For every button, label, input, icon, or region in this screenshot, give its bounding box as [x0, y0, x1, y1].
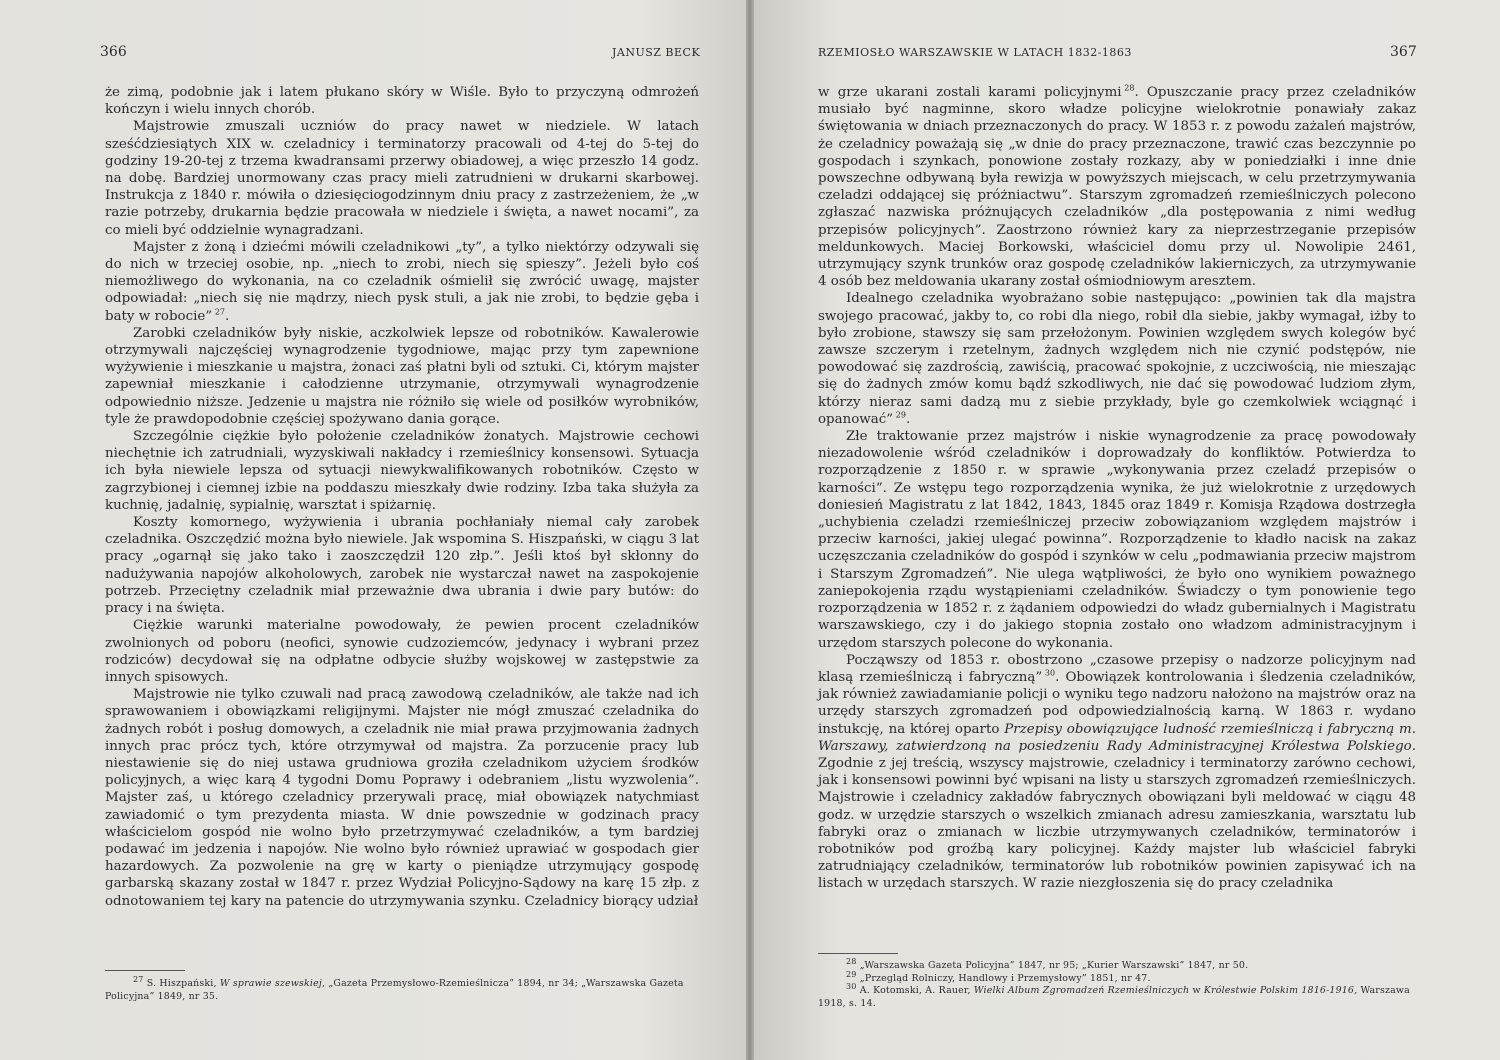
- footnote: [818, 969, 1416, 986]
- footnote-title: Królestwie Polskim 1816-1916,: [1203, 985, 1358, 997]
- paragraph-text: . Zgodnie z jej treścią, wszyscy majstrowie, czeladnicy i terminatorzy zarówno cechowi, jak i konsensowi powinni być wpisani na listy u starszych zgromadzeń rzemieślniczych. Majstrowie i czeladnicy zakładów fabrycznych obowiązani byli meldować w ciągu 48 godz. w urzędzie starszych o wszelkich zmianach adresu zamieszkania, warsztatu lub fabryki oraz o zmianach w liczbie utrzymywanych czeladników, terminatorów i robotników pod groźbą kary policyjnej. Każdy majster lub właściciel fabryki zatrudniający czeladników, terminatorów lub robotników powinien zapisywać ich na listach w urzędach starszych. W razie niezgłoszenia się do pracy czeladnika: [818, 738, 1416, 892]
- book-gutter: [746, 0, 754, 1060]
- footnote-number: 28: [846, 956, 857, 966]
- left-footnotes: [105, 974, 699, 1003]
- left-page-number: 366: [100, 44, 127, 60]
- paragraph-text: Począwszy od 1853 r. obostrzono „czasowe przepisy o nadzorze policyjnym nad klasą rzemieślniczą i fabryczną”: [818, 652, 1416, 685]
- footnote: [818, 982, 1416, 1010]
- right-page-number: 367: [1390, 44, 1417, 60]
- footnote-text: w: [1192, 985, 1201, 997]
- paragraph: Szczególnie ciężkie było położenie czeladników żonatych. Majstrowie cechowi niechętnie ich zatrudniali, wyzyskiwali nakładcy i rzemieślnicy konsensowi. Sytuacja ich była niewiele lepsza od sytuacji niewykwalifikowanych robotników. Często w zagrzybionej i ciemnej izbie na poddaszu mieszkały dwie rodziny. Izba taka służyła za kuchnię, jadalnię, sypialnię, warsztat i spiżarnię.: [105, 429, 699, 513]
- paragraph: Majstrowie nie tylko czuwali nad pracą zawodową czeladników, ale także nad ich sprawowaniem i obowiązkami religijnymi. Majster nie mógł zmuszać czeladnika do żadnych robót i posług domowych, a czeladnik nie miał prawa przyjmowania żadnych innych prac prócz tych, które otrzymywał od majstra. Za porzucenie pracy lub niestawienie się do niej ustawa grudniowa groziła czeladnikom użyciem środków policyjnych, a więc karą 4 tygodni Domu Poprawy i odebraniem „listu wyzwolenia”. Majster zaś, u którego czeladnicy przerywali pracę, miał obowiązek natychmiast zawiadomić o tym prezydenta miasta. W dnie powszednie w godzinach pracy właścicielom gospód nie wolno było przetrzymywać czeladników, a tym bardziej podawać im jedzenia i napojów. Nie wolno było również uprawiać w gospodach gier hazardowych. Za pozwolenie na grę w karty o pieniądze utrzymujący gospodę garbarską skazany został w 1847 r. przez Wydział Policyjno-Sądowy na karę 15 złp. z odnotowaniem tej kary na patencie do utrzymywania szynku. Czeladnicy biorący udział: [105, 687, 699, 909]
- footnote-author: S. Hiszpański,: [146, 978, 217, 989]
- paragraph: Majstrowie zmuszali uczniów do pracy nawet w niedziele. W latach sześćdziesiątych XIX w. czeladnicy i terminatorzy pracowali od 4-tej do 5-tej do godziny 19-20-tej z trzema kwadransami przerwy obiadowej, a więc przeszło 14 godz. na dobę. Bardziej unormowany czas pracy mieli zatrudnieni w drukarni skarbowej. Instrukcja z 1840 r. mówiła o dziesięciogodzinnym dniu pracy z zastrzeżeniem, że „w razie potrzeby, drukarnia będzie pracowała w niedziele i święta, a nawet nocami”, za co mieli być oddzielnie wynagradzani.: [105, 119, 699, 238]
- right-running-header: RZEMIOSŁO WARSZAWSKIE W LATACH 1832-1863: [818, 46, 1132, 59]
- footnote: [818, 956, 1416, 973]
- footnote-ref: 28: [1124, 83, 1135, 93]
- paragraph-text: Majster z żoną i dziećmi mówili czeladnikowi „ty”, a tylko niektórzy odzywali się do nich w trzeciej osobie, np. „niech to zrobi, niech się spieszy”. Jeżeli było coś niemożliwego do wykonania, na co czeladnik ośmielił się zwrócić uwagę, majster odpowiadał: „niech się nie mądrzy, niech pysk stuli, a jak nie zrobi, to będzie gęba i baty w robocie”: [105, 239, 699, 324]
- footnote-title: Wielki Album Zgromadzeń Rzemieślniczych: [973, 985, 1190, 997]
- paragraph-text: . Opuszczanie pracy przez czeladników musiało być nagminne, skoro władze policyjne wielokrotnie ponawiały zakaz świętowania w dniach przeznaczonych do pracy. W 1853 r. z powodu zażaleń majstrów, że czeladnicy poważają się „w dnie do pracy przeznaczone, trawić czas bezczynnie po gospodach i szynkach, ponowione zostały rozkazy, aby w poniedziałki i inne dnie powszechne odbywaną była rewizja w powyższych miejscach, w celu przetrzymywania czeladzi oddającej się próżniactwu”. Starszym zgromadzeń rzemieślniczych polecono zgłaszać nazwiska próżnujących czeladników „dla postępowania z nimi według przepisów policyjnych”. Zaostrzono również kary za nieprzestrzeganie przepisów meldunkowych. Maciej Borkowski, właściciel domu przy ul. Nowolipie 2461, utrzymujący szynk trunków oraz gospodę czeladników lakierniczych, za utrzymywanie 4 osób bez meldowania ukarany został ośmiodniowym aresztem.: [818, 85, 1416, 290]
- footnote-rule: [105, 970, 185, 971]
- left-running-header: JANUSZ BECK: [612, 46, 701, 59]
- paragraph: Majster z żoną i dziećmi mówili czeladnikowi „ty”, a tylko niektórzy odzywali się do nich w trzeciej osobie, np. „niech to zrobi, niech się spieszy”. Jeżeli było coś niemożliwego do wykonania, na co czeladnik ośmielił się zwrócić uwagę, majster odpowiadał: „niech się nie mądrzy, niech pysk stuli, a jak nie zrobi, to będzie gęba i baty w robocie” $^{27}$.: [105, 239, 699, 324]
- footnote-number: 30: [846, 982, 857, 992]
- footnote-number: 29: [846, 969, 857, 979]
- footnote-number: 27: [133, 974, 144, 984]
- right-footnotes: [818, 956, 1416, 1010]
- paragraph: że zimą, podobnie jak i latem płukano skóry w Wiśle. Było to przyczyną odmrożeń kończyn i wielu innych chorób.: [105, 85, 699, 118]
- footnote-text: „Przegląd Rolniczy, Handlowy i Przemysłowy” 1851, nr 47.: [859, 972, 1151, 984]
- footnote-ref: 27: [214, 307, 226, 317]
- paragraph: Koszty komornego, wyżywienia i ubrania pochłaniały niemal cały zarobek czeladnika. Oszczędzić można było niewiele. Jak wspomina S. Hiszpański, w ciągu 3 lat pracy „ogarnął się jako tako i zaoszczędził 120 złp.”. Jeśli ktoś był skłonny do nadużywania napojów alkoholowych, zarobek nie wystarczał nawet na zaspokojenie potrzeb. Przeciętny czeladnik miał przeważnie dwa ubrania i dwie pary butów: do pracy i na święta.: [105, 515, 699, 617]
- footnote-ref: 29: [895, 410, 906, 420]
- right-body-text: [818, 84, 1416, 893]
- paragraph-text: Idealnego czeladnika wyobrażano sobie następująco: „powinien tak dla majstra swojego pracować, jakby to, co robi dla niego, robił dla siebie, jakby wymagał, iżby to było zrobione, stawszy się sam przełożonym. Powinien względem swych kolegów być zawsze szczerym i rzetelnym, żadnych względem nich nie czynić podstępów, nie powodować się zazdrością, zawiścią, pracować spokojnie, z uczciwością, nie mieszając się do żadnych zmów komu bądź szkodliwych, nie dać się powodować ludziom złym, którzy nieraz sami dadzą mu z siebie przykłady, byle go czemkolwiek wciągnąć i opanować”: [818, 291, 1416, 427]
- paragraph: [818, 652, 1416, 893]
- paragraph-text: . Obowiązek kontrolowania i śledzenia czeladników, jak również zawiadamianie policji o wyniku tego nadzoru nałożono na majstrów oraz na urzędy starszych zgromadzeń pod odpowiedzialnością karną. W 1863 r. wydano instukcję, na której oparto: [818, 669, 1416, 737]
- footnote-title: W sprawie szewskiej,: [219, 978, 326, 989]
- paragraph: Zarobki czeladników były niskie, aczkolwiek lepsze od robotników. Kawalerowie otrzymywali najczęściej wynagrodzenie tygodniowe, mając przy tym zapewnione wyżywienie i mieszkanie u majstra, żonaci zaś płatni byli od sztuki. Ci, którym majster zapewniał mieszkanie i całodzienne utrzymanie, otrzymywali wynagrodzenie odpowiednio niższe. Jedzenie u majstra nie różniło się wiele od posiłków wyrobników, tyle że prawdopodobnie częściej spożywano dania gorące.: [105, 325, 699, 427]
- footnote-text: „Warszawska Gazeta Policyjna” 1847, nr 95; „Kurier Warszawski” 1847, nr 50.: [859, 960, 1249, 971]
- italic-title: Przepisy obowiązujące ludność rzemieślniczą i fabryczną m. Warszawy, zatwierdzoną na posiedzeniu Rady Administracyjnej Królestwa Polskiego: [818, 721, 1416, 754]
- paragraph: [818, 84, 1416, 290]
- footnote-text: „Gazeta Przemysłowo-Rzemieślnicza” 1894, nr 34; „Warszawska Gazeta Policyjna” 1849, nr 35.: [105, 978, 684, 1002]
- footnote: [105, 974, 699, 1003]
- footnote-ref: 30: [1044, 668, 1056, 678]
- footnote-text: A. Kotomski, A. Rauer,: [859, 985, 971, 997]
- paragraph-text: w grze ukarani zostali karami policyjnymi: [818, 85, 1122, 100]
- footnote-rule: [818, 953, 898, 954]
- right-page: [750, 0, 1500, 1060]
- left-body-text: [105, 84, 699, 910]
- paragraph: Złe traktowanie przez majstrów i niskie wynagrodzenie za pracę powodowały niezadowolenie wśród czeladników i doprowadzały do konfliktów. Potwierdza to rozporządzenie z 1850 r. w sprawie „wykonywania przez czeladź przepisów o karności”. Ze wstępu tego rozporządzenia wynika, że już wielokrotnie z urzędowych doniesień Magistratu z lat 1842, 1843, 1845 oraz 1849 r. Komisja Rządowa dostrzegła „uchybienia czeladzi rzemieślniczej przeciw zobowiązaniom względem majstrów i przeciw karności, jakiej ulegać powinna”. Rozporządzenie to kładło nacisk na zakaz uczęszczania czeladników do gospód i szynków w celu „podmawiania przeciw majstrom i Starszym Zgromadzeń”. Nie ulega wątpliwości, że było ono wynikiem poważnego zaniepokojenia rządu wystąpieniami czeladników. Świadczy o tym ponowienie tego rozporządzenia w 1852 r. z żądaniem odpowiedzi do władz gubernialnych i Magistratu warszawskiego, czy i do jakiego stopnia zostało ono władzom administracyjnym i urzędom starszych polecone do wykonania.: [818, 429, 1416, 651]
- paragraph: Ciężkie warunki materialne powodowały, że pewien procent czeladników zwolnionych od poboru (neofici, synowie cudzoziemców, jedynacy i wybrani przez rodziców) decydował się na odpłatne odbycie służby wojskowej w zastępstwie za innych spisowych.: [105, 618, 699, 685]
- paragraph: Idealnego czeladnika wyobrażano sobie następująco: „powinien tak dla majstra swojego pracować, jakby to, co robi dla niego, robił dla siebie, jakby wymagał, iżby to było zrobione, stawszy się sam przełożonym. Powinien względem swych kolegów być zawsze szczerym i rzetelnym, żadnych względem nich nie czynić podstępów, nie powodować się zazdrością, zawiścią, pracować spokojnie, z uczciwością, nie mieszając się do żadnych zmów komu bądź szkodliwych, nie dać się powodować ludziom złym, którzy nieraz sami dadzą mu z siebie przykłady, byle go czemkolwiek wciągnąć i opanować” $^{29}$.: [818, 291, 1416, 427]
- footnote-text: Warszawa 1918, s. 14.: [818, 985, 1410, 1009]
